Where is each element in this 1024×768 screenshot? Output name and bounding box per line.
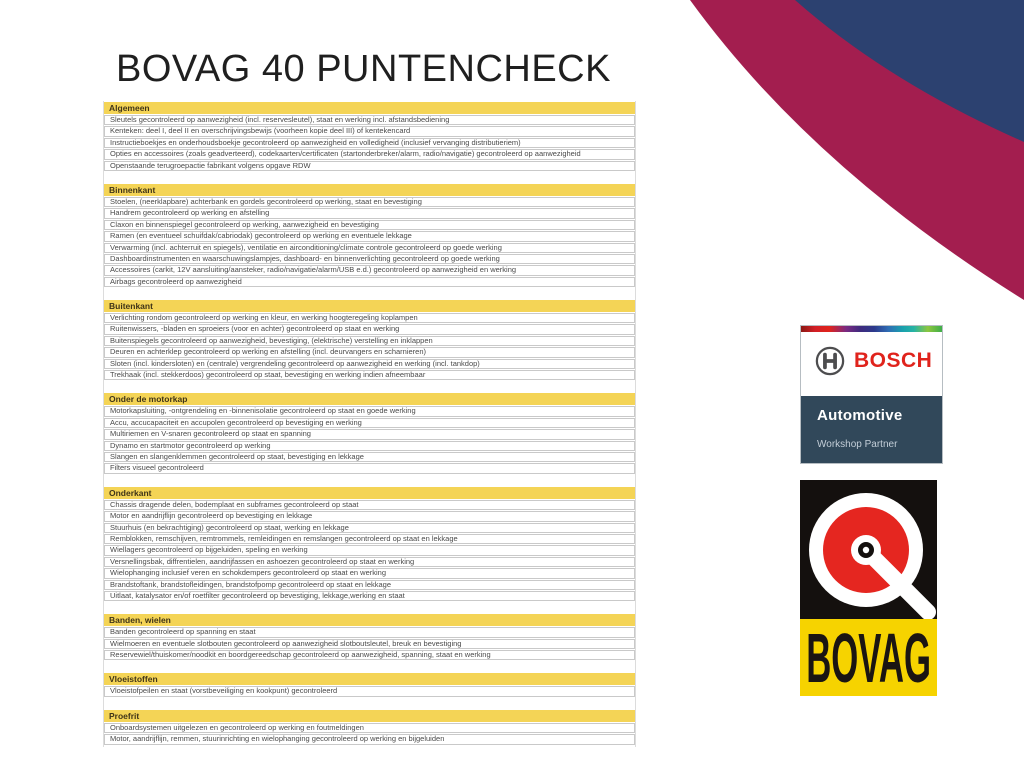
checklist-row: Motorkapsluiting, -ontgrendeling en -binnenisolatie gecontroleerd op staat en goede werking (104, 406, 635, 416)
checklist-row: Openstaande terugroepactie fabrikant volgens opgave RDW (104, 161, 635, 171)
checklist-row: Kenteken: deel I, deel II en overschrijvingsbewijs (voorheen kopie deel III) of kentekencard (104, 126, 635, 136)
checklist-row: Instructieboekjes en onderhoudsboekje gecontroleerd op aanwezigheid en volledigheid (inclusief vervanging distributieriem) (104, 138, 635, 148)
checklist-row: Deuren en achterklep gecontroleerd op werking en afstelling (incl. deurvangers en scharnieren) (104, 347, 635, 357)
checklist-row: Stoelen, (neerklapbare) achterbank en gordels gecontroleerd op werking, staat en bevestiging (104, 197, 635, 207)
bosch-wordmark: BOSCH (854, 349, 933, 372)
section-header: Binnenkant (104, 184, 635, 196)
checklist-row: Claxon en binnenspiegel gecontroleerd op werking, aanwezigheid en bevestiging (104, 220, 635, 230)
checklist-row: Remblokken, remschijven, remtrommels, remleidingen en remslangen gecontroleerd op staat en lekkage (104, 534, 635, 544)
section-header: Buitenkant (104, 300, 635, 312)
checklist-row: Uitlaat, katalysator en/of roetfilter gecontroleerd op bevestiging, lekkage,werking en staat (104, 591, 635, 601)
checklist-row: Buitenspiegels gecontroleerd op aanwezigheid, bevestiging, (elektrische) verstelling en inklappen (104, 336, 635, 346)
checklist-row: Accessoires (carkit, 12V aansluiting/aansteker, radio/navigatie/alarm/USB e.d.) gecontroleerd op aanwezigheid en werking (104, 265, 635, 275)
checklist-row: Slangen en slangenklemmen gecontroleerd op staat, bevestiging en lekkage (104, 452, 635, 462)
checklist-section (104, 673, 635, 696)
section-header: Proefrit (104, 710, 635, 722)
checklist-row: Motor, aandrijflijn, remmen, stuurinrichting en wielophanging gecontroleerd op werking en bijgeluiden (104, 734, 635, 744)
checklist-row: Multiriemen en V-snaren gecontroleerd op staat en spanning (104, 429, 635, 439)
checklist-section (104, 300, 635, 380)
checklist-row: Reservewiel/thuiskomer/noodkit en boordgereedschap gecontroleerd op aanwezigheid, spanning, staat en werking (104, 650, 635, 660)
corner-swoosh-blue (795, 0, 1024, 142)
corner-swoosh-magenta (690, 0, 1024, 300)
checklist-section (104, 102, 635, 171)
checklist-row: Onboardsystemen uitgelezen en gecontroleerd op werking en foutmeldingen (104, 723, 635, 733)
checklist-row: Trekhaak (incl. stekkerdoos) gecontroleerd op staat, bevestiging en werking indien afneembaar (104, 370, 635, 380)
bosch-workshop-partner-badge (800, 325, 943, 464)
section-header: Algemeen (104, 102, 635, 114)
section-header: Onder de motorkap (104, 393, 635, 405)
checklist-row: Vloeistofpeilen en staat (vorstbeveiliging en kookpunt) gecontroleerd (104, 686, 635, 696)
page-title: BOVAG 40 PUNTENCHECK (116, 48, 611, 90)
checklist-row: Stuurhuis (en bekrachtiging) gecontroleerd op staat, werking en lekkage (104, 523, 635, 533)
checklist-row: Sleutels gecontroleerd op aanwezigheid (incl. reservesleutel), staat en werking incl. afstandsbediening (104, 115, 635, 125)
bovag-wordmark: BOVAG (806, 619, 931, 696)
checklist-row: Banden gecontroleerd op spanning en staat (104, 627, 635, 637)
checklist-row: Brandstoftank, brandstofleidingen, brandstofpomp gecontroleerd op staat en lekkage (104, 580, 635, 590)
checklist-row: Chassis dragende delen, bodemplaat en subframes gecontroleerd op staat (104, 500, 635, 510)
checklist-row: Motor en aandrijflijn gecontroleerd op bevestiging en lekkage (104, 511, 635, 521)
checklist-row: Wielophanging inclusief veren en schokdempers gecontroleerd op staat en werking (104, 568, 635, 578)
checklist-row: Verwarming (incl. achterruit en spiegels), ventilatie en airconditioning/climate controle gecontroleerd op goede werking (104, 243, 635, 253)
checklist-section (104, 614, 635, 660)
checklist-section (104, 710, 635, 745)
checklist-table (103, 101, 636, 747)
checklist-row: Dashboardinstrumenten en waarschuwingslampjes, dashboard- en binnenverlichting gecontroleerd op goede werking (104, 254, 635, 264)
checklist-row: Ramen (en eventueel schuifdak/cabriodak) gecontroleerd op werking en eventuele lekkage (104, 231, 635, 241)
checklist-row: Airbags gecontroleerd op aanwezigheid (104, 277, 635, 287)
bosch-division-label: Automotive (817, 407, 903, 424)
checklist-row: Dynamo en startmotor gecontroleerd op werking (104, 441, 635, 451)
bovag-yellow-panel (800, 619, 937, 696)
checklist-section (104, 184, 635, 287)
checklist-row: Verlichting rondom gecontroleerd op werking en kleur, en werking hoogteregeling koplampen (104, 313, 635, 323)
checklist-row: Filters visueel gecontroleerd (104, 463, 635, 473)
checklist-row: Wiellagers gecontroleerd op bijgeluiden, speling en werking (104, 545, 635, 555)
checklist-section (104, 393, 635, 473)
checklist-row: Versnellingsbak, diffrentielen, aandrijfassen en ashoezen gecontroleerd op staat en werking (104, 557, 635, 567)
section-header: Banden, wielen (104, 614, 635, 626)
checklist-row: Sloten (incl. kindersloten) en (centrale) vergrendeling gecontroleerd op aanwezigheid en werking (incl. tankdop) (104, 359, 635, 369)
bosch-partner-label: Workshop Partner (817, 439, 898, 450)
checklist-row: Accu, accucapaciteit en accupolen gecontroleerd op bevestiging en werking (104, 418, 635, 428)
section-header: Vloeistoffen (104, 673, 635, 685)
checklist-section (104, 487, 635, 602)
bovag-logo (800, 480, 937, 696)
bosch-armature-icon (815, 346, 845, 376)
section-header: Onderkant (104, 487, 635, 499)
checklist-row: Opties en accessoires (zoals geadverteerd), codekaarten/certificaten (startonderbreker/alarm, radio/navigatie) gecontroleerd op aanwezigheid (104, 149, 635, 159)
checklist-row: Handrem gecontroleerd op werking en afstelling (104, 208, 635, 218)
checklist-row: Ruitenwissers, -bladen en sproeiers (voor en achter) gecontroleerd op staat en werking (104, 324, 635, 334)
checklist-row: Wielmoeren en eventuele slotbouten gecontroleerd op aanwezigheid slotboutsleutel, breuk en bevestiging (104, 639, 635, 649)
bovag-wheel-icon (800, 480, 937, 619)
